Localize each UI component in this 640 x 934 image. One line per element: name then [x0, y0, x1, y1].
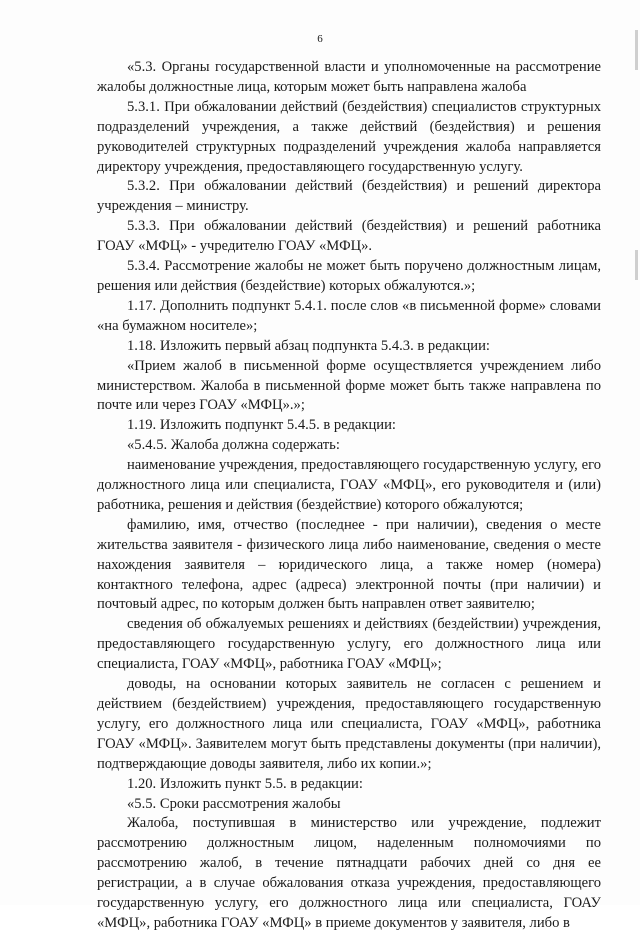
- paragraph-1-18: 1.18. Изложить первый абзац подпункта 5.4.3. в редакции:: [127, 337, 490, 354]
- scan-edge-mark: [635, 250, 638, 280]
- paragraph-5-3-2: 5.3.2. При обжаловании действий (бездействия) и решений директора учреждения – министру.: [97, 178, 601, 215]
- paragraph-5-4-5: «5.4.5. Жалоба должна содержать:: [127, 437, 340, 454]
- paragraph-item-info: сведения об обжалуемых решениях и действиях (бездействии) учреждения, предоставляющего государственную услугу, его должностного лица или специалиста, ГОАУ «МФЦ», работника ГОАУ «МФЦ»;: [97, 616, 601, 673]
- page-number: 6: [317, 33, 323, 45]
- paragraph-item-arguments: доводы, на основании которых заявитель не согласен с решением и действием (бездействием) учреждения, предоставляющего государственную услугу, его должностного лица или специалиста, ГОАУ «МФЦ», работника ГОАУ «МФЦ». Заявителем могут быть представлены документы (при наличии), подтверждающие доводы заявителя, либо их копии.»;: [97, 676, 601, 772]
- document-body: [97, 58, 601, 934]
- paragraph-item-fio: фамилию, имя, отчество (последнее - при наличии), сведения о месте жительства заявителя - физического лица либо наименование, сведения о месте нахождения заявителя – юридического лица, а также номер (номера) контактного телефона, адрес (адреса) электронной почты (при наличии) и почтовый адрес, по которым должен быть направлен ответ заявителю;: [97, 516, 601, 613]
- paragraph-item-name: наименование учреждения, предоставляющего государственную услугу, его должностного лица или специалиста, ГОАУ «МФЦ», его руководителя и (или) работника, решения и действия (бездействие) которого обжалуются;: [97, 457, 601, 513]
- paragraph-5-3-1: 5.3.1. При обжаловании действий (бездействия) специалистов структурных подразделений учреждения, а также действий (бездействия) и решения руководителей структурных подразделений учреждения жалоба направляется директору учреждения, предоставляющего государственную услугу.: [97, 98, 601, 175]
- paragraph-5-3-3: 5.3.3. При обжаловании действий (бездействия) и решений работника ГОАУ «МФЦ» - учредителю ГОАУ «МФЦ».: [97, 218, 601, 255]
- paragraph-1-17: 1.17. Дополнить подпункт 5.4.1. после слов «в письменной форме» словами «на бумажном носителе»;: [97, 297, 601, 334]
- paragraph-1-20: 1.20. Изложить пункт 5.5. в редакции:: [127, 775, 363, 792]
- scan-edge-mark: [635, 30, 638, 70]
- paragraph-5-5-text: Жалоба, поступившая в министерство или учреждение, подлежит рассмотрению должностным лицом, наделенным полномочиями по рассмотрению жалоб, в течение пятнадцати рабочих дней со дня ее регистрации, а в случае обжалования отказа учреждения, предоставляющего государственную услугу, его должностного лица или специалиста, ГОАУ «МФЦ», работника ГОАУ «МФЦ» в приеме документов у заявителя, либо в: [97, 815, 601, 931]
- paragraph-5-3-4: 5.3.4. Рассмотрение жалобы не может быть поручено должностным лицам, решения или действия (бездействие) которых обжалуются.»;: [97, 258, 601, 294]
- paragraph-5-3-heading: «5.3. Органы государственной власти и уполномоченные на рассмотрение жалобы должностные лица, которым может быть направлена жалоба: [97, 59, 601, 95]
- paragraph-1-19: 1.19. Изложить подпункт 5.4.5. в редакции:: [127, 417, 396, 434]
- paragraph-5-5-heading: «5.5. Сроки рассмотрения жалобы: [127, 795, 341, 812]
- paragraph-1-18-text: «Прием жалоб в письменной форме осуществляется учреждением либо министерством. Жалоба в письменной форме может быть также направлена по почте или через ГОАУ «МФЦ».»;: [97, 357, 601, 414]
